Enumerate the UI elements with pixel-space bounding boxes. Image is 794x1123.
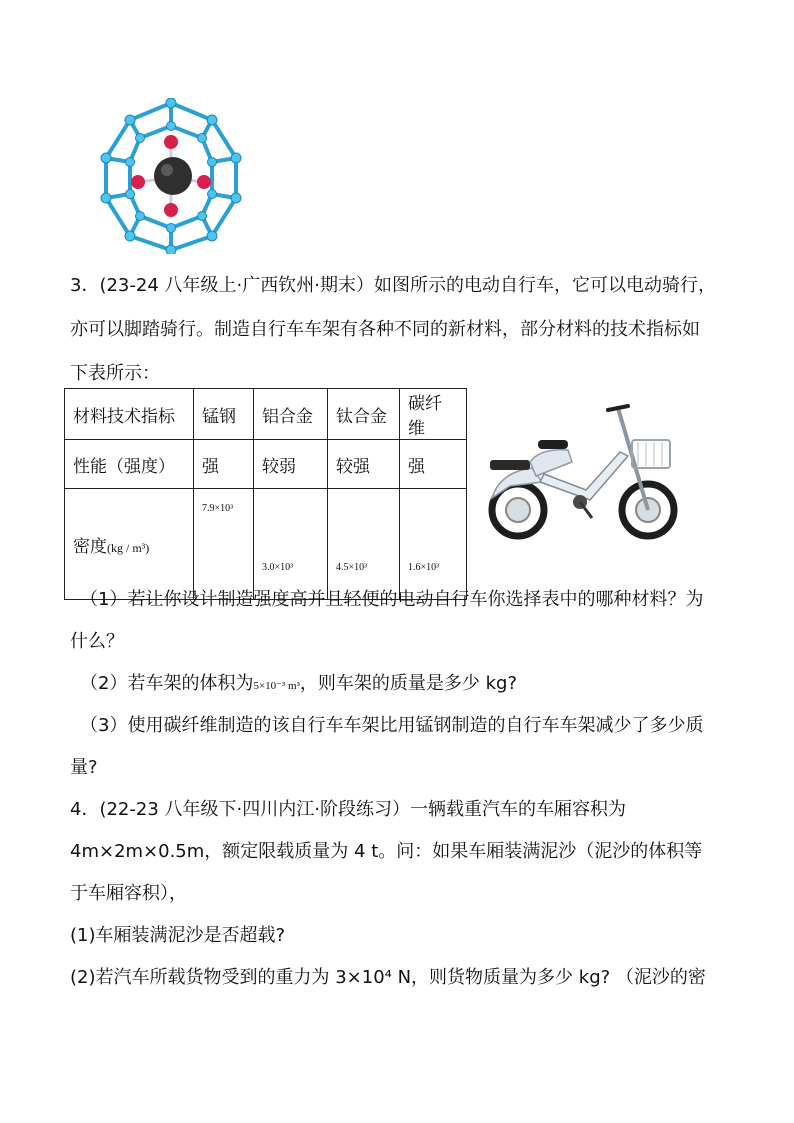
q3-sub2-suffix: ，则车架的质量是多少 kg? [299, 673, 517, 694]
table-row [65, 440, 467, 489]
table-cell: 强 [194, 440, 254, 489]
table-cell: 较强 [328, 440, 400, 489]
molecule-cage-illustration [94, 98, 248, 254]
q3-line-2: 亦可以脚踏骑行。制造自行车车架有各种不同的新材料，部分材料的技术指标如 [70, 319, 700, 340]
density-label: 密度 [73, 536, 107, 557]
table-cell: 材料技术指标 [65, 389, 194, 440]
materials-table [64, 388, 467, 600]
q3-line-3: 下表所示： [70, 363, 160, 384]
q4-line-1: 4．(22-23 八年级下·四川内江·阶段练习）一辆载重汽车的车厢容积为 [70, 799, 626, 820]
q4-line-3: 于车厢容积）， [70, 883, 187, 904]
table-cell: 钛合金 [328, 389, 400, 440]
electric-bicycle-illustration [480, 402, 680, 542]
table-cell: 强 [400, 440, 467, 489]
q4-line-2: 4m×2m×0.5m，额定限载质量为 4 t。问：如果车厢装满泥沙（泥沙的体积等 [70, 841, 703, 862]
table-cell: 锰钢 [194, 389, 254, 440]
table-cell: 较弱 [254, 440, 328, 489]
table-cell: 碳纤维 [400, 389, 467, 440]
volume-expression: 5×10⁻³ m³ [253, 680, 300, 692]
q3-sub2-prefix: （2）若车架的体积为 [80, 673, 254, 694]
q3-sub1-line-2: 什么？ [70, 631, 124, 652]
table-header-row [65, 389, 467, 440]
table-cell: 性能（强度） [65, 440, 194, 489]
density-value-cell: 7.9×10³ [194, 489, 254, 600]
density-value-cell: 1.6×10³ [400, 489, 467, 600]
density-value-cell: 3.0×10³ [254, 489, 328, 600]
density-value-cell: 4.5×10³ [328, 489, 400, 600]
q3-line-1: 3．(23-24 八年级上·广西钦州·期末）如图所示的电动自行车，它可以电动骑行， [70, 275, 716, 296]
table-cell: 铝合金 [254, 389, 328, 440]
q4-sub1: (1)车厢装满泥沙是否超载? [70, 925, 286, 946]
q3-sub3-line-2: 量? [70, 757, 98, 778]
q4-sub2: (2)若汽车所载货物受到的重力为 3×10⁴ N，则货物质量为多少 kg? （泥沙的密 [70, 967, 706, 988]
q3-sub1-line-1: （1）若让你设计制造强度高并且轻便的电动自行车你选择表中的哪种材料？为 [80, 589, 704, 610]
q3-sub3-line-1: （3）使用碳纤维制造的该自行车车架比用锰钢制造的自行车车架减少了多少质 [80, 715, 704, 736]
density-unit: (kg / m³) [107, 540, 150, 555]
q3-sub2 [80, 662, 517, 708]
